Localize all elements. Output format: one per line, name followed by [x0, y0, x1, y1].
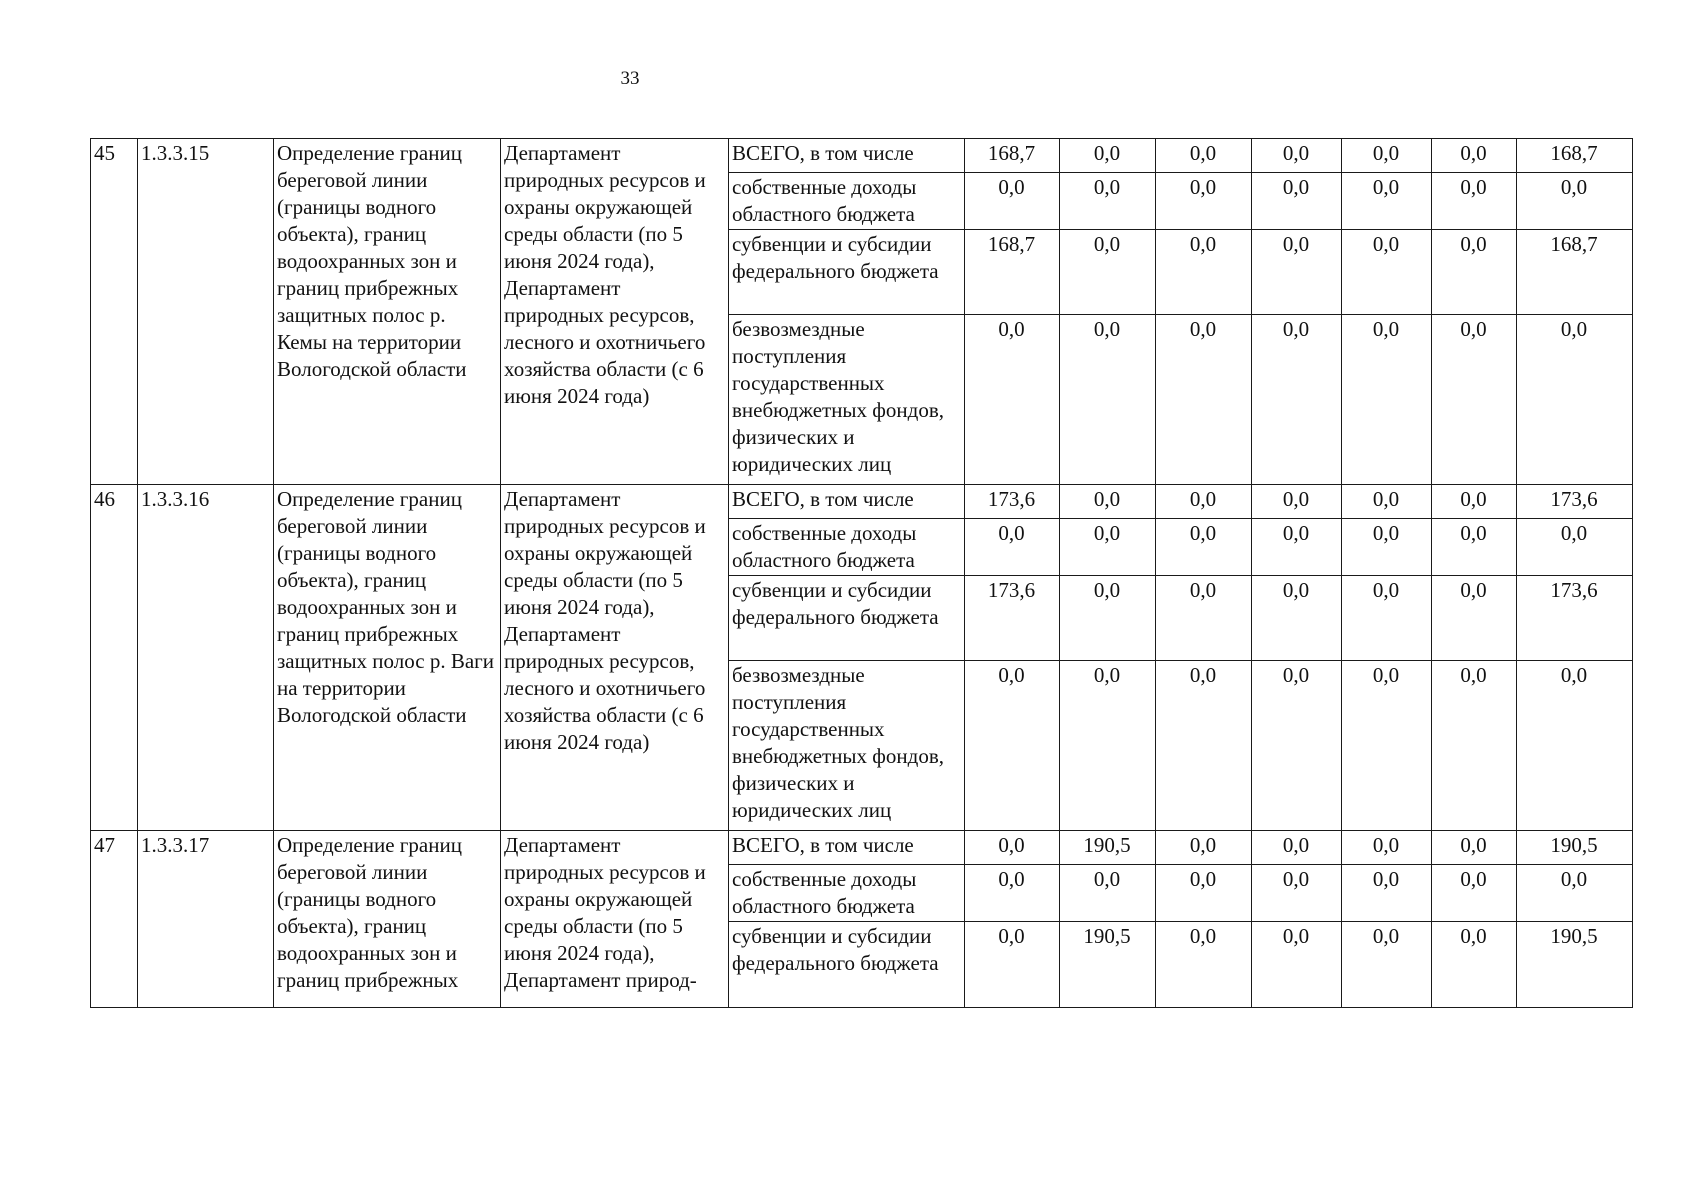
source-subsidies-label: субвенции и субсидии федерального бюджета	[729, 576, 965, 661]
table-row	[91, 139, 1633, 173]
source-free-label: безвозмездные поступления государственных внебюджетных фондов, физических и юридических лиц	[729, 661, 965, 831]
source-own-label: собственные доходы областного бюджета	[729, 519, 965, 576]
value-cell: 0,0	[1060, 139, 1156, 173]
value-cell: 0,0	[965, 519, 1060, 576]
value-cell: 0,0	[1252, 173, 1342, 230]
value-cell: 0,0	[1252, 315, 1342, 485]
value-cell: 168,7	[965, 230, 1060, 315]
event-name: Определение границ береговой линии (границы водного объекта), границ водоохранных зон и границ прибрежных защитных полос р. Ваги на территории Вологодской области	[274, 485, 501, 831]
source-free-label: безвозмездные поступления государственных внебюджетных фондов, физических и юридических лиц	[729, 315, 965, 485]
value-cell: 190,5	[1517, 922, 1633, 1008]
value-cell: 0,0	[1342, 230, 1432, 315]
value-cell: 0,0	[1252, 865, 1342, 922]
value-cell: 0,0	[1342, 922, 1432, 1008]
row-number: 47	[91, 831, 138, 1008]
value-cell: 173,6	[1517, 485, 1633, 519]
row-number: 46	[91, 485, 138, 831]
value-cell: 0,0	[1342, 485, 1432, 519]
value-cell: 0,0	[1252, 519, 1342, 576]
value-cell: 0,0	[1432, 661, 1517, 831]
value-cell: 0,0	[1517, 519, 1633, 576]
responsible-department: Департамент природных ресурсов и охраны окружающей среды области (по 5 июня 2024 года), Департамент природных ресурсов, лесного и охотничьего хозяйства области (с 6 июня 2024 года)	[501, 139, 729, 485]
value-cell: 0,0	[1342, 865, 1432, 922]
value-cell: 0,0	[1060, 173, 1156, 230]
value-cell: 0,0	[1156, 831, 1252, 865]
value-cell: 0,0	[1156, 519, 1252, 576]
value-cell: 0,0	[1252, 831, 1342, 865]
value-cell: 0,0	[1156, 865, 1252, 922]
value-cell: 0,0	[1342, 661, 1432, 831]
value-cell: 0,0	[1432, 922, 1517, 1008]
value-cell: 0,0	[1252, 576, 1342, 661]
value-cell: 0,0	[1342, 576, 1432, 661]
budget-table	[90, 138, 1633, 1008]
value-cell: 0,0	[1156, 922, 1252, 1008]
value-cell: 173,6	[1517, 576, 1633, 661]
value-cell: 0,0	[1342, 519, 1432, 576]
value-cell: 0,0	[1432, 831, 1517, 865]
responsible-department: Департамент природных ресурсов и охраны окружающей среды области (по 5 июня 2024 года), Департамент природ-	[501, 831, 729, 1008]
value-cell: 0,0	[1432, 576, 1517, 661]
value-cell: 0,0	[1060, 315, 1156, 485]
value-cell: 0,0	[1060, 576, 1156, 661]
value-cell: 0,0	[1517, 315, 1633, 485]
table-row	[91, 831, 1633, 865]
value-cell: 168,7	[1517, 230, 1633, 315]
value-cell: 173,6	[965, 485, 1060, 519]
value-cell: 0,0	[1060, 865, 1156, 922]
value-cell: 0,0	[965, 315, 1060, 485]
value-cell: 0,0	[1517, 865, 1633, 922]
value-cell: 0,0	[1342, 139, 1432, 173]
source-subsidies-label: субвенции и субсидии федерального бюджета	[729, 230, 965, 315]
value-cell: 0,0	[1156, 139, 1252, 173]
value-cell: 0,0	[1432, 519, 1517, 576]
value-cell: 0,0	[1060, 519, 1156, 576]
value-cell: 0,0	[1060, 485, 1156, 519]
source-own-label: собственные доходы областного бюджета	[729, 865, 965, 922]
event-code: 1.3.3.15	[138, 139, 274, 485]
event-code: 1.3.3.17	[138, 831, 274, 1008]
value-cell: 168,7	[965, 139, 1060, 173]
value-cell: 0,0	[1156, 485, 1252, 519]
source-total-label: ВСЕГО, в том числе	[729, 831, 965, 865]
source-total-label: ВСЕГО, в том числе	[729, 485, 965, 519]
event-name: Определение границ береговой линии (границы водного объекта), границ водоохранных зон и границ прибрежных	[274, 831, 501, 1008]
value-cell: 0,0	[1156, 230, 1252, 315]
value-cell: 0,0	[1252, 922, 1342, 1008]
value-cell: 0,0	[1252, 661, 1342, 831]
value-cell: 0,0	[1432, 230, 1517, 315]
value-cell: 0,0	[1156, 661, 1252, 831]
value-cell: 0,0	[1342, 315, 1432, 485]
value-cell: 190,5	[1517, 831, 1633, 865]
event-name: Определение границ береговой линии (границы водного объекта), границ водоохранных зон и границ прибрежных защитных полос р. Кемы на территории Вологодской области	[274, 139, 501, 485]
value-cell: 0,0	[965, 865, 1060, 922]
row-number: 45	[91, 139, 138, 485]
value-cell: 0,0	[1252, 139, 1342, 173]
value-cell: 173,6	[965, 576, 1060, 661]
source-subsidies-label: субвенции и субсидии федерального бюджета	[729, 922, 965, 1008]
value-cell: 0,0	[965, 922, 1060, 1008]
value-cell: 0,0	[965, 173, 1060, 230]
value-cell: 0,0	[1342, 831, 1432, 865]
table-row	[91, 485, 1633, 519]
source-own-label: собственные доходы областного бюджета	[729, 173, 965, 230]
value-cell: 0,0	[1432, 173, 1517, 230]
page-number: 33	[620, 68, 640, 89]
value-cell: 0,0	[1342, 173, 1432, 230]
value-cell: 0,0	[1252, 485, 1342, 519]
value-cell: 0,0	[1517, 661, 1633, 831]
value-cell: 0,0	[1252, 230, 1342, 315]
source-total-label: ВСЕГО, в том числе	[729, 139, 965, 173]
value-cell: 0,0	[965, 661, 1060, 831]
value-cell: 0,0	[1432, 865, 1517, 922]
value-cell: 0,0	[1432, 315, 1517, 485]
value-cell: 190,5	[1060, 922, 1156, 1008]
responsible-department: Департамент природных ресурсов и охраны окружающей среды области (по 5 июня 2024 года), Департамент природных ресурсов, лесного и охотничьего хозяйства области (с 6 июня 2024 года)	[501, 485, 729, 831]
value-cell: 168,7	[1517, 139, 1633, 173]
value-cell: 0,0	[1432, 485, 1517, 519]
value-cell: 0,0	[1060, 230, 1156, 315]
value-cell: 0,0	[1060, 661, 1156, 831]
value-cell: 0,0	[965, 831, 1060, 865]
value-cell: 0,0	[1156, 315, 1252, 485]
value-cell: 0,0	[1432, 139, 1517, 173]
value-cell: 190,5	[1060, 831, 1156, 865]
value-cell: 0,0	[1156, 576, 1252, 661]
value-cell: 0,0	[1156, 173, 1252, 230]
event-code: 1.3.3.16	[138, 485, 274, 831]
value-cell: 0,0	[1517, 173, 1633, 230]
